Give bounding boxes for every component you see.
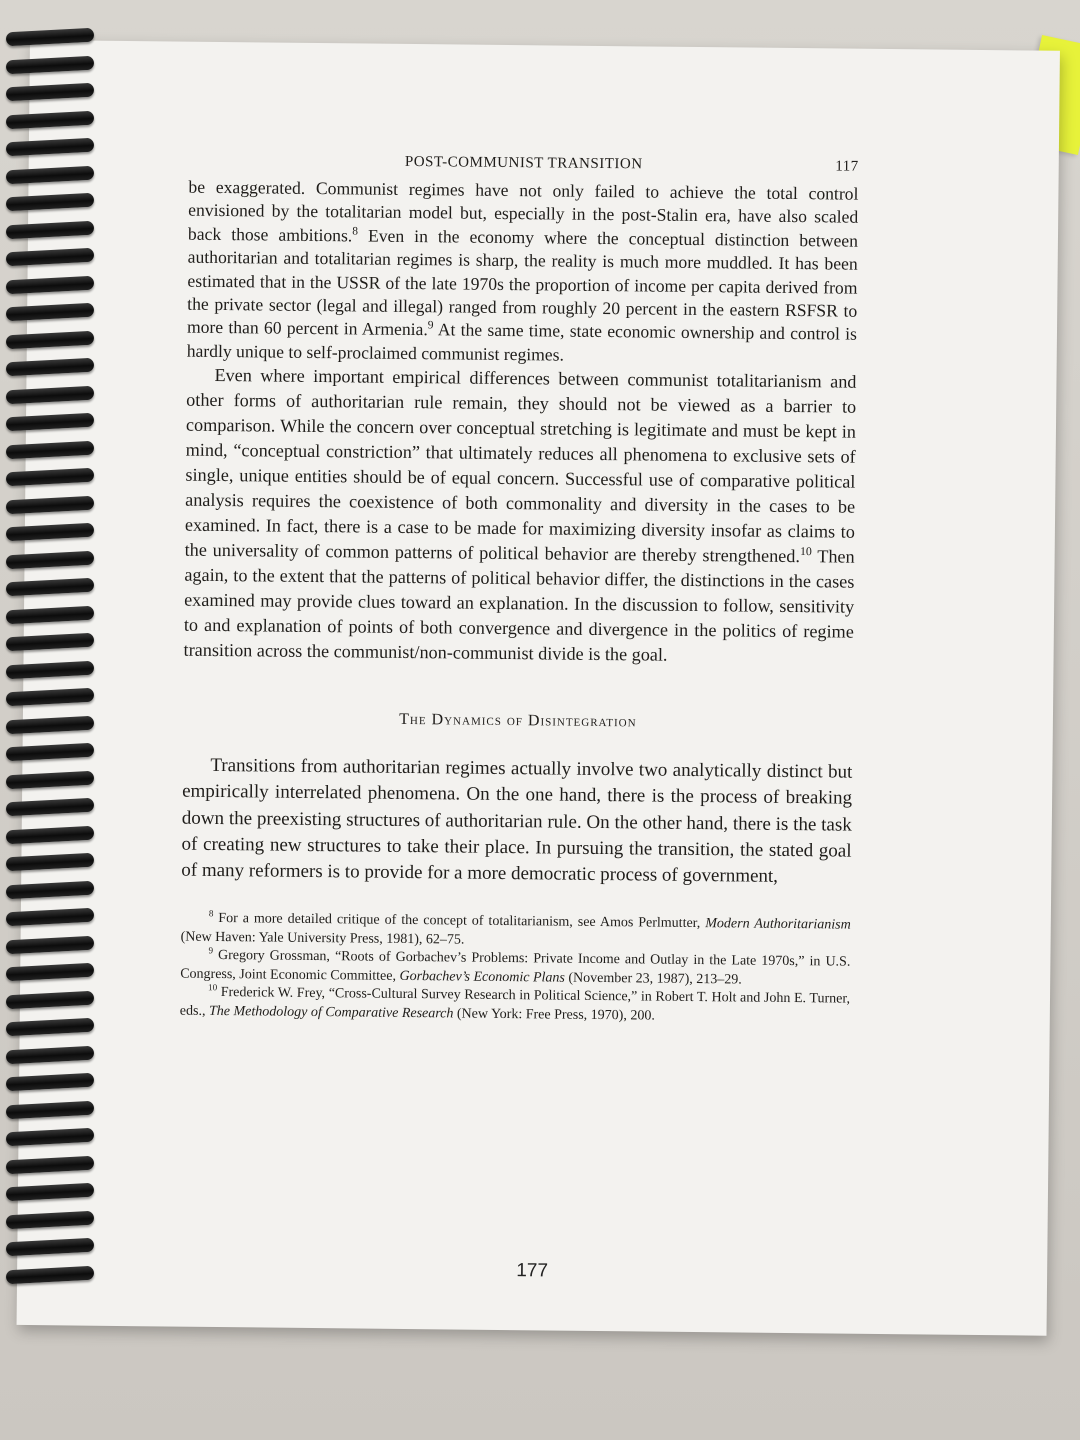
binding-coil — [6, 715, 95, 734]
footnote-marker: 8 — [352, 225, 359, 238]
page-content — [180, 152, 859, 1028]
binding-coil — [6, 165, 95, 184]
binding-coil — [6, 1018, 95, 1037]
binding-coil — [6, 633, 95, 652]
paragraph-3: Transitions from authoritarian regimes actually involve two analytically distinct but empirically interrelated phenomena. On the one hand, there is the process of breaking down the preexisting structures of authoritarian rule. On the other hand, there is the task of creating new structures to take their place. In pursuing the transition, the stated goal of many reformers is to provide for a more democratic process of government, — [181, 755, 853, 887]
binding-coil — [6, 1238, 95, 1257]
binding-coil — [6, 825, 95, 844]
binding-coil — [6, 275, 95, 294]
binding-coil — [6, 303, 95, 322]
binding-coil — [6, 193, 95, 212]
footnote-marker: 8 — [208, 908, 214, 919]
paragraph-2: Even where important empirical differences between communist totalitarianism and other forms of authoritarian rule remain, they should not be viewed as a barrier to comparison. While the concern over conceptual stretching is legitimate and must be kept in mind, “conceptual constriction” that ultimately reduces all phenomena to exclusive sets of single, unique entities should be of equal concern. Successful use of comparative political analysis requires the coexistence of both commonality and diversity in the cases to be examined. In fact, there is a case to be made for maximizing diversity insofar as claims to the universality of common patterns of political behavior are thereby strengthened.$^{10}$ Then again, to the extent that the patterns of political behavior differ, the distinctions in the cases examined may provide clues toward an explanation. In the discussion to follow, sensitivity to and explanation of points of both convergence and divergence in the politics of regime transition across the communist/non-communist divide is the goal. — [183, 365, 857, 665]
binding-coil — [6, 28, 95, 47]
binding-coil — [6, 83, 95, 102]
footnote-8: $^8$ For a more detailed critique of the concept of totalitarianism, see Amos Perlmutter, Modern Authoritarianism (New Haven: Yale University Press, 1981), 62–75. — [180, 908, 851, 948]
spiral-binding — [0, 30, 95, 1360]
binding-coil — [6, 55, 95, 74]
binding-coil — [6, 523, 95, 542]
section-heading: The Dynamics of Disintegration — [399, 711, 637, 731]
binding-coil — [6, 495, 95, 514]
binding-coil — [6, 770, 95, 789]
binding-coil — [6, 1045, 95, 1064]
paragraph-1: be exaggerated. Communist regimes have not only failed to achieve the total control envisioned by the totalitarian model but, especially in the post-Stalin era, have also scaled back those ambitions.$^8$ Even in the economy where the conceptual distinction between authoritarian and totalitarian regimes is sharp, the reality is much more muddled. It has been estimated that in the USSR of the late 1970s the proportion of income per capita derived from the private sector (legal and illegal) ranged from roughly 20 percent in the eastern RSFSR to more than 60 percent in Armenia.$^9$ At the same time, state economic ownership and control is hardly unique to self-proclaimed communist regimes. — [186, 176, 859, 365]
binding-coil — [6, 110, 95, 129]
binding-coil — [6, 578, 95, 597]
binding-coil — [6, 1265, 95, 1284]
binding-coil — [6, 963, 95, 982]
binding-coil — [6, 908, 95, 927]
binding-coil — [6, 935, 95, 954]
binding-coil — [6, 440, 95, 459]
binding-coil — [6, 853, 95, 872]
italic-title: Gorbachev’s Economic Plans — [399, 968, 565, 986]
binding-coil — [6, 1183, 95, 1202]
binding-coil — [6, 220, 95, 239]
page-number: 177 — [516, 1260, 549, 1282]
binding-coil — [6, 990, 95, 1009]
binding-coil — [6, 1155, 95, 1174]
document-page — [17, 40, 1060, 1336]
footnote-marker: 10 — [208, 982, 218, 993]
binding-coil — [6, 1128, 95, 1147]
binding-coil — [6, 330, 95, 349]
footnote-9: $^9$ Gregory Grossman, “Roots of Gorbachev’s Problems: Private Income and Outlay in the Late 1970s,” in U.S. Congress, Joint Economic Committee, Gorbachev’s Economic Plans (November 23, 1987), 213–29. — [180, 945, 851, 988]
binding-coil — [6, 798, 95, 817]
binding-coil — [6, 550, 95, 569]
binding-coil — [6, 605, 95, 624]
footnote-marker: 9 — [208, 945, 214, 956]
binding-coil — [6, 468, 95, 487]
binding-coil — [6, 413, 95, 432]
footnote-10: $^{10}$ Frederick W. Frey, “Cross-Cultural Survey Research in Political Science,” in Robert T. Holt and John E. Turner, eds., The Methodology of Comparative Research (New York: Free Press, 1970), 200. — [179, 982, 851, 1024]
footnote-marker: 10 — [799, 544, 812, 559]
binding-coil — [6, 1210, 95, 1229]
binding-coil — [6, 1073, 95, 1092]
binding-coil — [6, 1100, 95, 1119]
running-head-page: 117 — [835, 158, 859, 175]
binding-coil — [6, 688, 95, 707]
binding-coil — [6, 880, 95, 899]
footnote-marker: 9 — [427, 319, 434, 332]
binding-coil — [6, 385, 95, 404]
binding-coil — [6, 358, 95, 377]
italic-title: The Methodology of Comparative Research — [208, 1003, 454, 1022]
running-head-title: POST-COMMUNIST TRANSITION — [404, 153, 643, 173]
italic-title: Modern Authoritarianism — [705, 916, 851, 933]
footnotes — [180, 910, 851, 1028]
binding-coil — [6, 248, 95, 267]
binding-coil — [6, 138, 95, 157]
binding-coil — [6, 743, 95, 762]
binding-coil — [6, 660, 95, 679]
